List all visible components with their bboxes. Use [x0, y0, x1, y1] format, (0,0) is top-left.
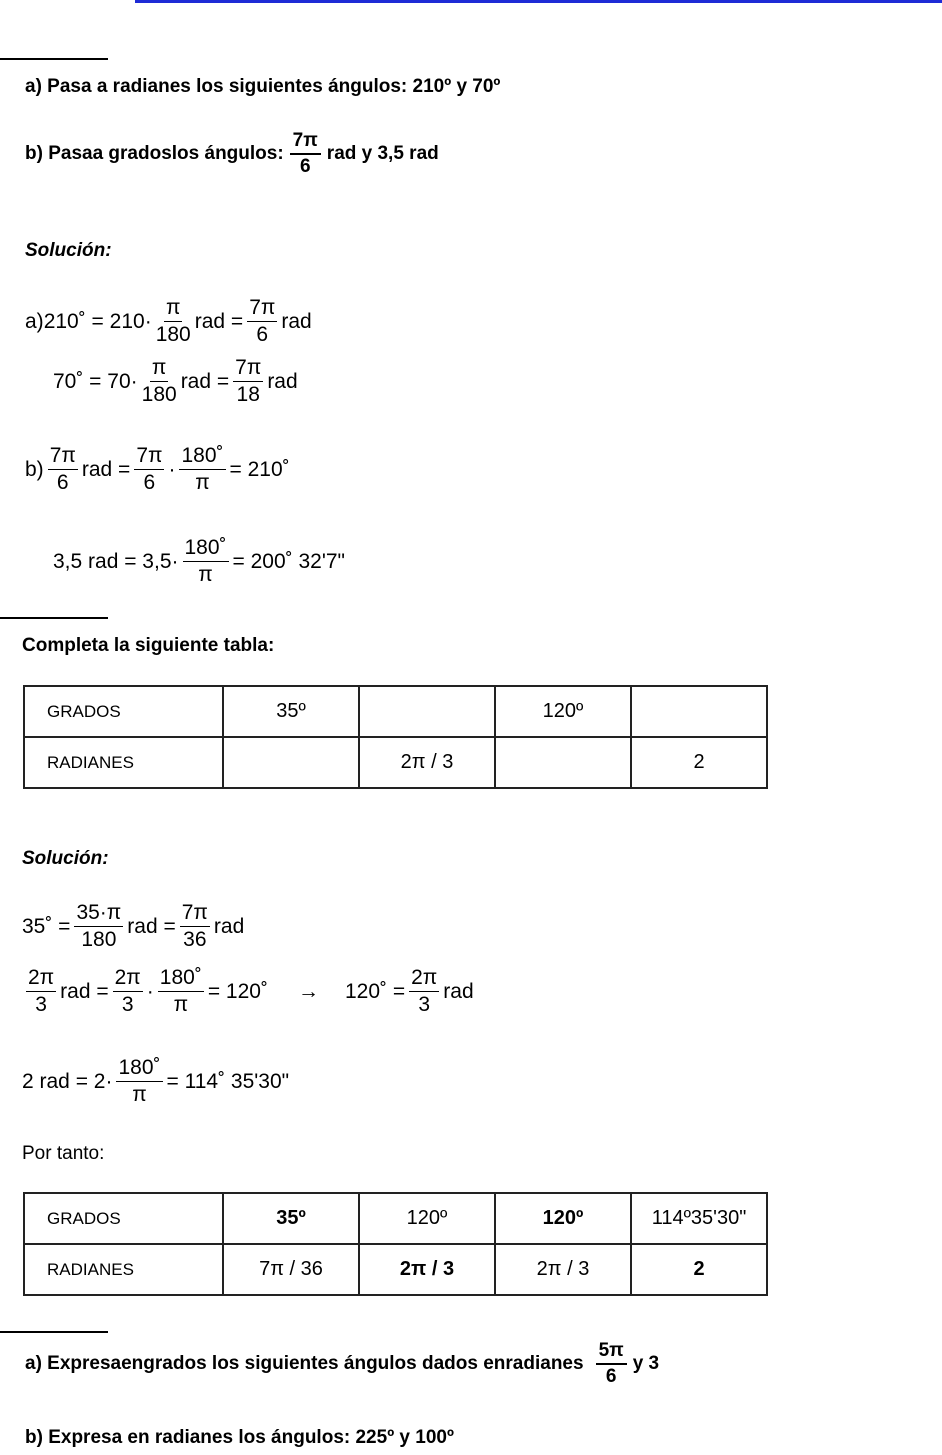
- table-cell: 120º: [359, 1193, 495, 1244]
- exercise3-part-a: a) Expresaengrados los siguientes ángulos dados enradianes 5π 6 y 3: [25, 1340, 660, 1387]
- por-tanto-text: Por tanto:: [22, 1143, 105, 1164]
- angles-table: [23, 685, 768, 789]
- row-label: RADIANES: [24, 1244, 223, 1295]
- table-cell: 7π / 36: [223, 1244, 359, 1295]
- exercise-divider: [0, 58, 108, 60]
- exercise-divider: [0, 617, 108, 619]
- solution-eq3: 2 rad = 2· $\frac{180˚}{\pi}$ = 114˚ 35'30": [22, 1056, 290, 1107]
- table-cell: 114º35'30": [631, 1193, 767, 1244]
- table-row: [24, 686, 767, 737]
- exercise2-title: Completa la siguiente tabla:: [22, 635, 275, 656]
- table-cell: [631, 686, 767, 737]
- solution-b-eq2: 3,5 rad = 3,5· $\frac{180˚}{\pi}$ = 200˚ 32'7": [53, 536, 345, 587]
- row-label: GRADOS: [24, 1193, 223, 1244]
- table-cell: 2: [631, 737, 767, 788]
- table-cell: 2π / 3: [495, 1244, 631, 1295]
- table-row: [24, 1244, 767, 1295]
- header-accent-line: [135, 0, 942, 3]
- table-cell: [495, 737, 631, 788]
- solution-label: Solución:: [25, 240, 112, 261]
- solution-a-eq2: 70˚ = 70· $\frac{\pi}{180}$ rad = $\frac{7\pi}{18}$ rad: [53, 356, 298, 407]
- solution-a-eq1: a) 210˚ = 210· $\frac{\pi}{180}$ rad = $\frac{7\pi}{6}$ rad: [25, 296, 312, 347]
- exercise1-part-a: a) Pasa a radianes los siguientes ángulos: 210º y 70º: [25, 76, 501, 97]
- exercise3-part-b: b) Expresa en radianes los ángulos: 225º y 100º: [25, 1427, 454, 1448]
- exercise-divider: [0, 1331, 108, 1333]
- table-cell: 120º: [495, 686, 631, 737]
- row-label: GRADOS: [24, 686, 223, 737]
- arrow-icon: →: [297, 979, 319, 1003]
- table-cell: 2π / 3: [359, 737, 495, 788]
- table-cell: 120º: [495, 1193, 631, 1244]
- table-row: [24, 737, 767, 788]
- solution-b-eq1: b) $\frac{7\pi}{6}$ rad = $\frac{7\pi}{6}$ · $\frac{180˚}{\pi}$ = 210˚: [25, 444, 290, 495]
- solution-label: Solución:: [22, 848, 109, 869]
- result-table: [23, 1192, 768, 1296]
- table-cell: 35º: [223, 1193, 359, 1244]
- table-cell: 2: [631, 1244, 767, 1295]
- solution-eq2: $\frac{2\pi}{3}$ rad = $\frac{2\pi}{3}$ · $\frac{180˚}{\pi}$ = 120˚ → 120˚ = $\frac{2\pi}{3}$ rad: [28, 966, 474, 1017]
- table-cell: 2π / 3: [359, 1244, 495, 1295]
- solution-eq1: 35˚ = $\frac{35\cdot\pi}{180}$ rad = $\frac{7\pi}{36}$ rad: [22, 901, 245, 952]
- exercise1-part-b: b) Pasaa gradoslos ángulos: 7π 6 rad y 3,5 rad: [25, 130, 439, 177]
- table-cell: [359, 686, 495, 737]
- table-cell: 35º: [223, 686, 359, 737]
- table-cell: [223, 737, 359, 788]
- table-row: [24, 1193, 767, 1244]
- row-label: RADIANES: [24, 737, 223, 788]
